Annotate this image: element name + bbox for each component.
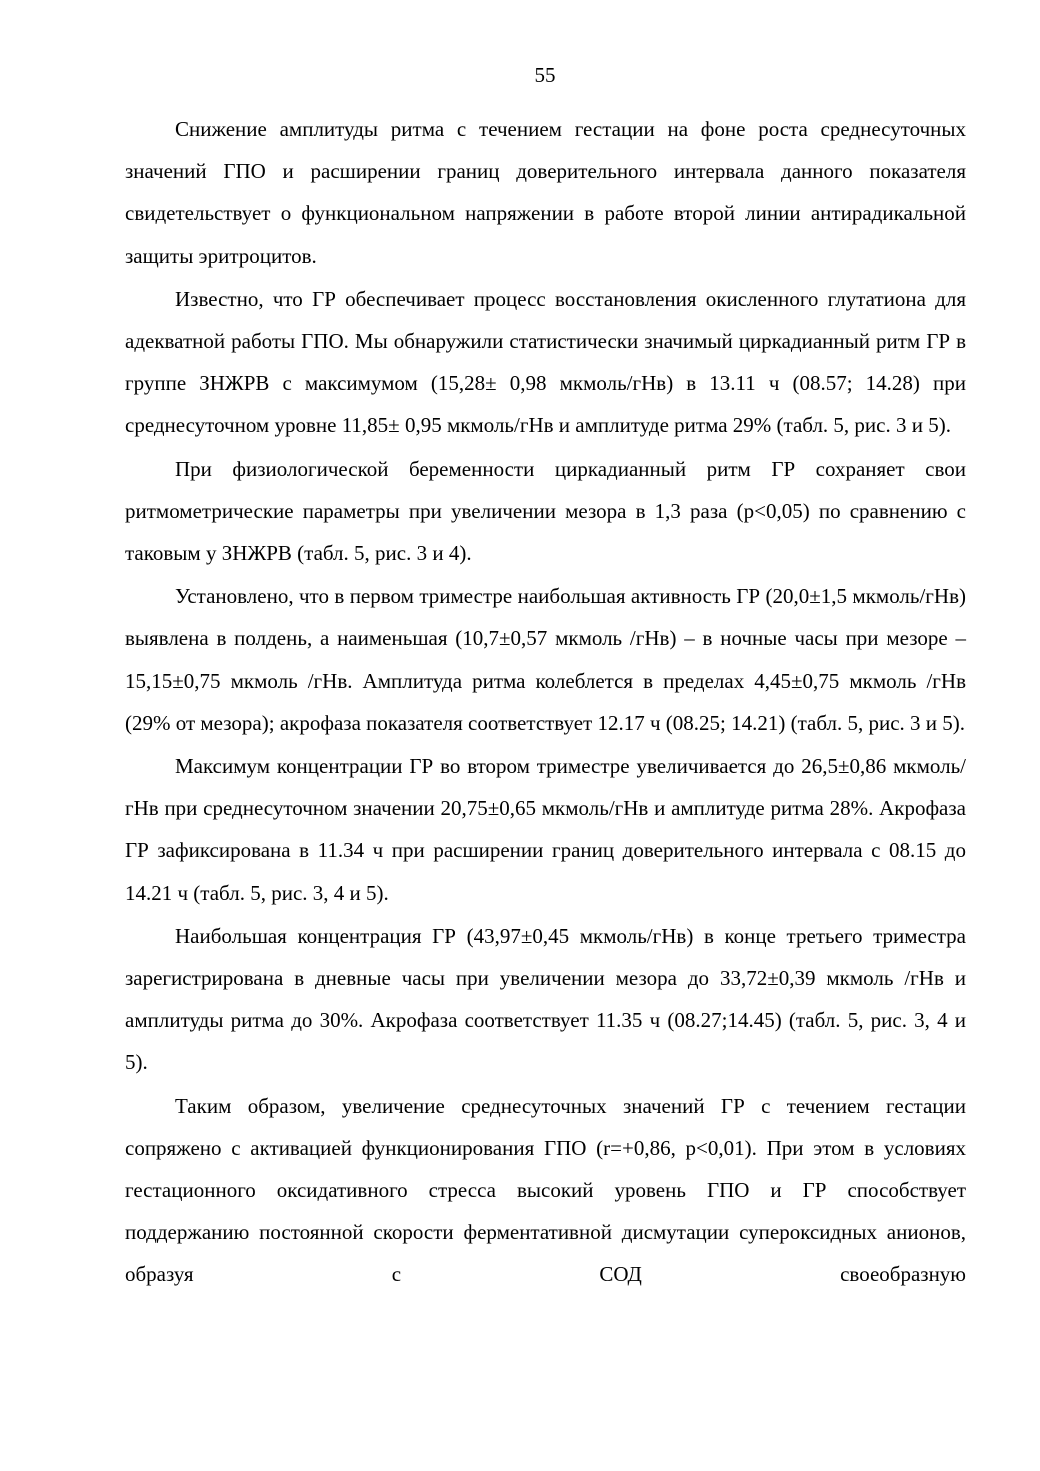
page-number: 55: [534, 63, 556, 87]
paragraph-4: Установлено, что в первом триместре наибольшая активность ГР (20,0±1,5 мкмоль/гНв) выявлена в полдень, а наименьшая (10,7±0,57 мкмоль /гНв) – в ночные часы при мезоре – 15,15±0,75 мкмоль /гНв. Амплитуда ритма колеблется в пределах 4,45±0,75 мкмоль /гНв (29% от мезора); акрофаза показателя соответствует 12.17 ч (08.25; 14.21) (табл. 5, рис. 3 и 5).: [125, 584, 966, 735]
paragraph-2: Известно, что ГР обеспечивает процесс восстановления окисленного глутатиона для адекватной работы ГПО. Мы обнаружили статистически значимый циркадианный ритм ГР в группе ЗНЖРВ с максимумом (15,28± 0,98 мкмоль/гНв) в 13.11 ч (08.57; 14.28) при среднесуточном уровне 11,85± 0,95 мкмоль/гНв и амплитуде ритма 29% (табл. 5, рис. 3 и 5).: [125, 286, 966, 438]
paragraph-7: Таким образом, увеличение среднесуточных значений ГР с течением гестации сопряжено с активацией функционирования ГПО (r=+0,86, р<0,01). При этом в условиях гестационного оксидативного стресса высокий уровень ГПО и ГР способствует поддержанию постоянной скорости ферментативной дисмутации супероксидных анионов, образуя с СОД своеобразную: [125, 1093, 966, 1287]
paragraph-5: Максимум концентрации ГР во втором триместре увеличивается до 26,5±0,86 мкмоль/гНв при среднесуточном значении 20,75±0,65 мкмоль/гНв и амплитуде ритма 28%. Акрофаза ГР зафиксирована в 11.34 ч при расширении границ доверительного интервала с 08.15 до 14.21 ч (табл. 5, рис. 3, 4 и 5).: [125, 754, 966, 905]
paragraph-3: При физиологической беременности циркадианный ритм ГР сохраняет свои ритмометрические параметры при увеличении мезора в 1,3 раза (р<0,05) по сравнению с таковым у ЗНЖРВ (табл. 5, рис. 3 и 4).: [125, 456, 966, 566]
paragraph-1: Снижение амплитуды ритма с течением гестации на фоне роста среднесуточных значений ГПО и расширении границ доверительного интервала данного показателя свидетельствует о функциональном напряжении в работе второй линии антирадикальной защиты эритроцитов.: [125, 117, 966, 268]
paragraph-6: Наибольшая концентрация ГР (43,97±0,45 мкмоль/гНв) в конце третьего триместра зарегистрирована в дневные часы при увеличении мезора до 33,72±0,39 мкмоль /гНв и амплитуды ритма до 30%. Акрофаза соответствует 11.35 ч (08.27;14.45) (табл. 5, рис. 3, 4 и 5).: [125, 923, 966, 1075]
document-body: [125, 108, 966, 1297]
